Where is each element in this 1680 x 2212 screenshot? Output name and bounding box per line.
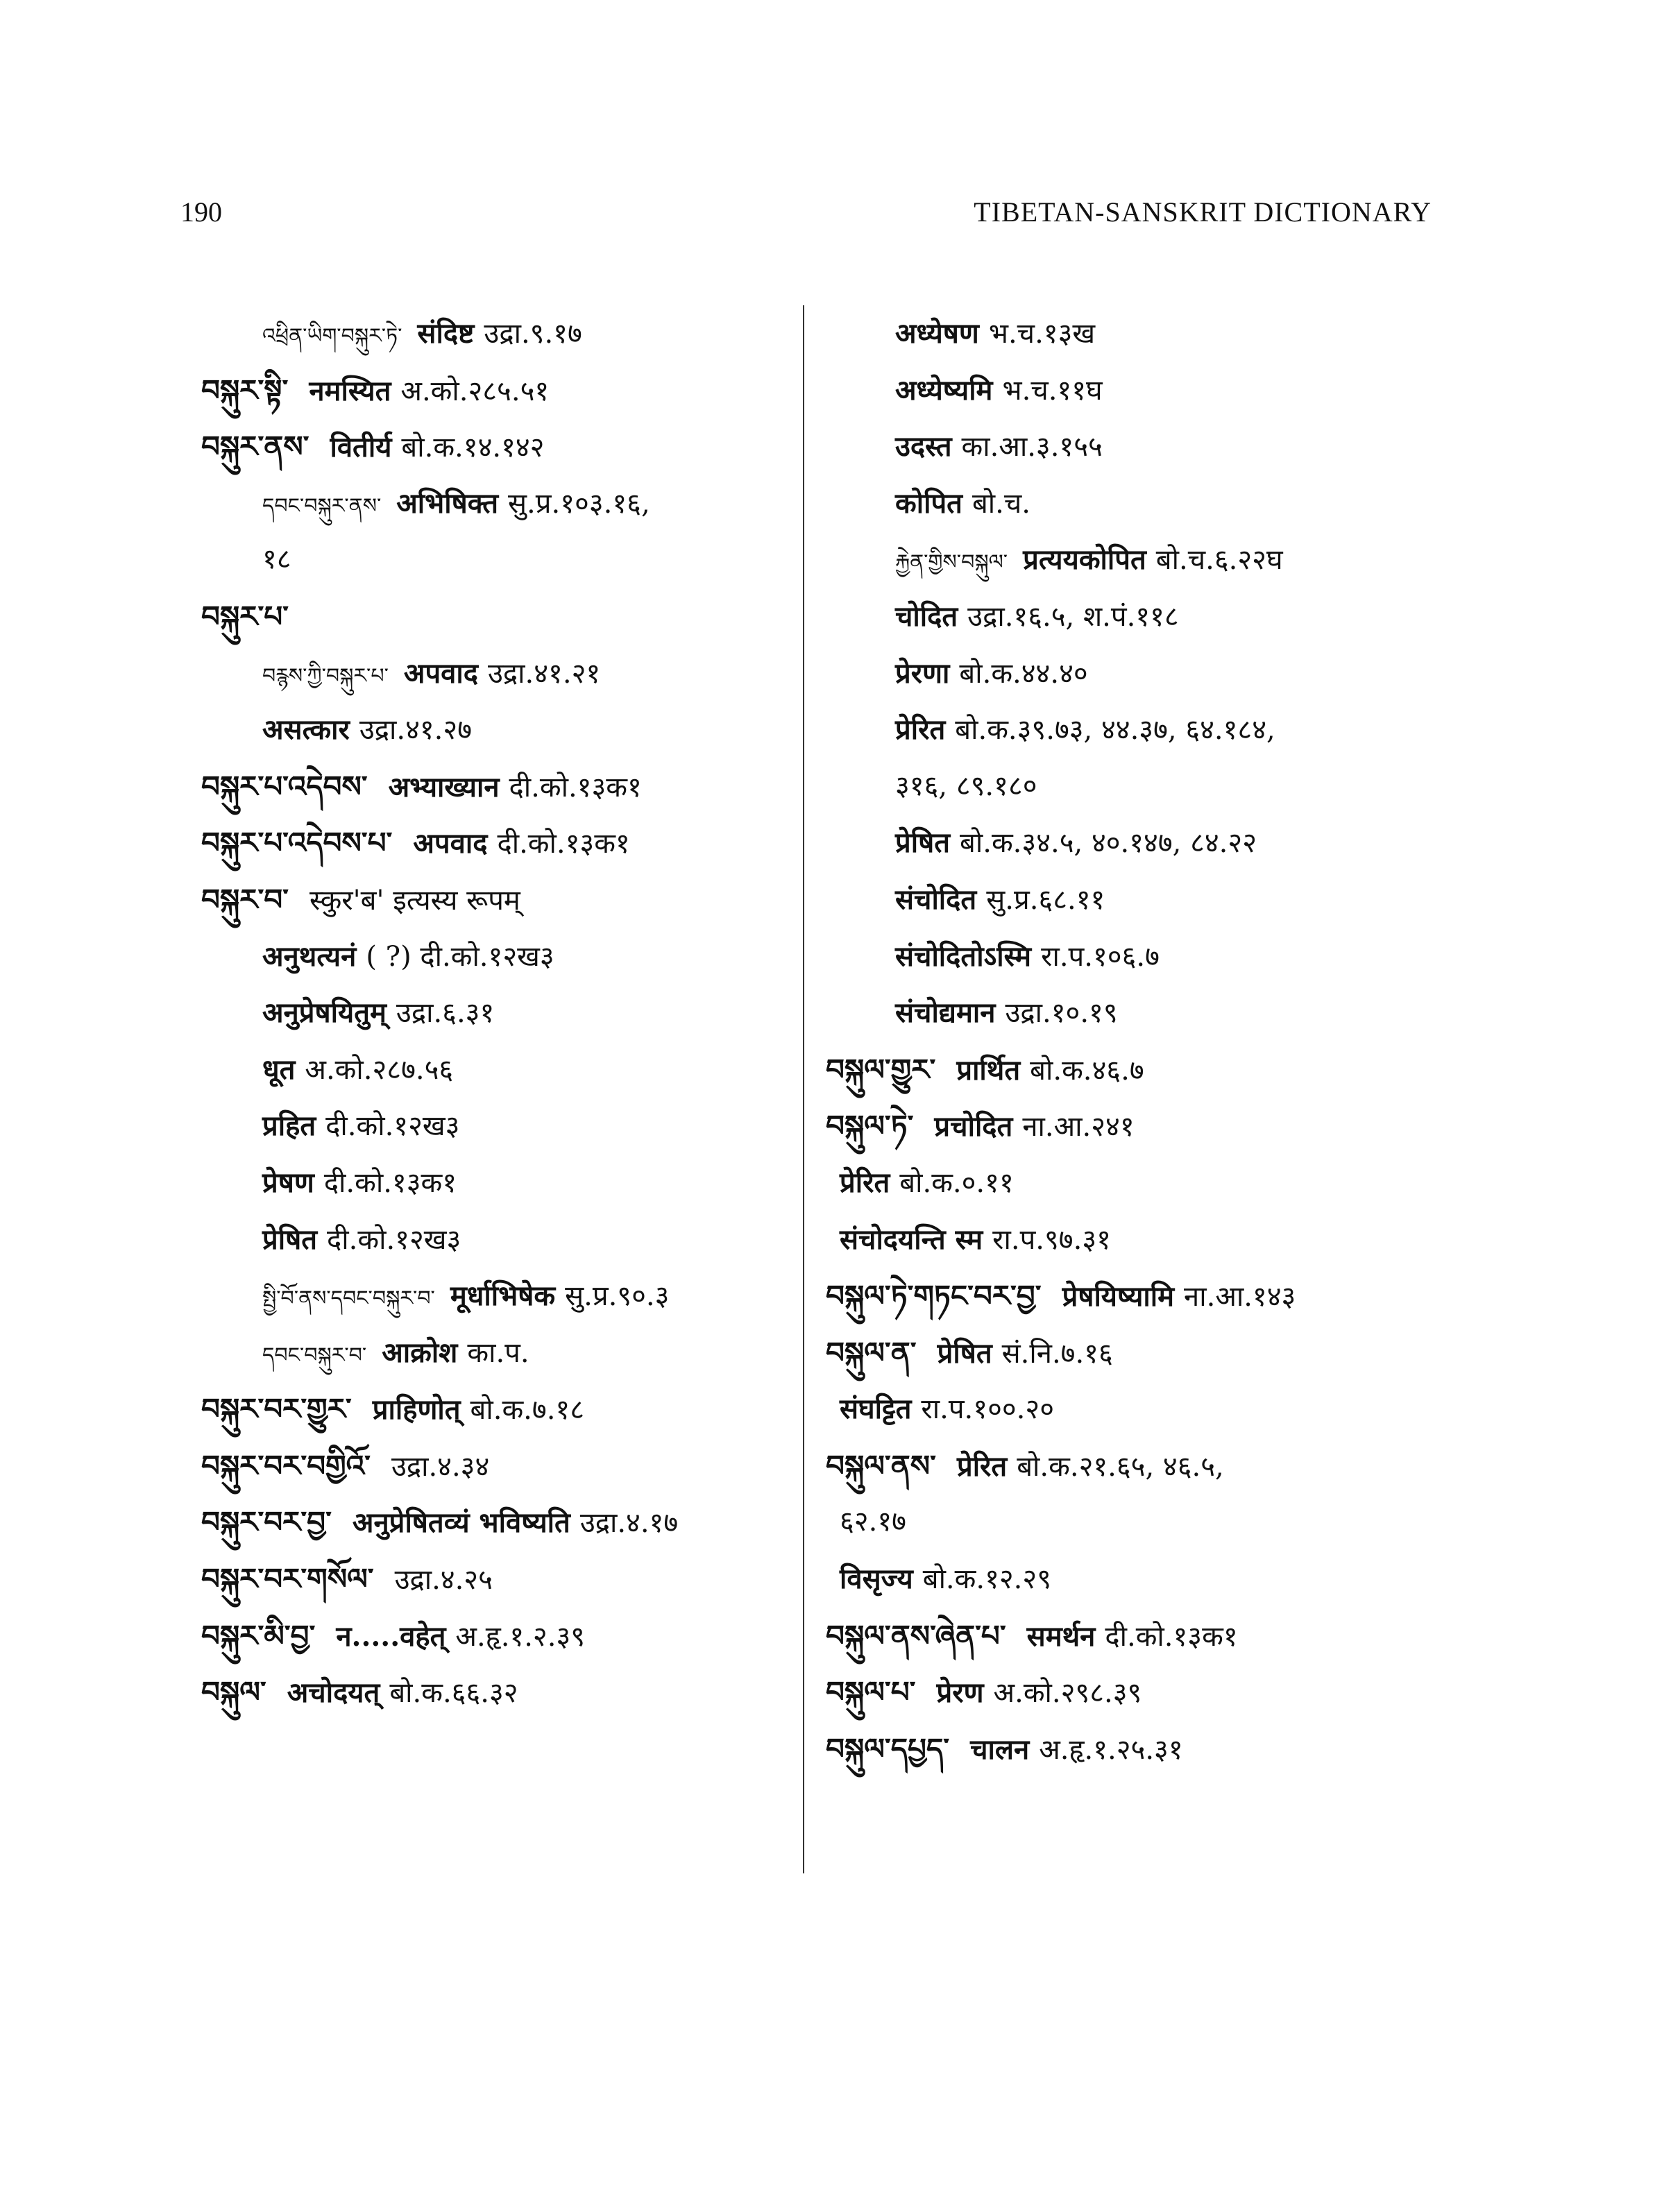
sanskrit-equivalent: अनुथत्यनं xyxy=(262,939,357,973)
source-reference: उद्रा.४१.२७ xyxy=(359,714,472,747)
tibetan-headword: བསྐུར་བར་གྱུར་ xyxy=(201,1392,352,1427)
dictionary-entry xyxy=(201,1041,798,1098)
dictionary-entry xyxy=(201,531,798,588)
dictionary-entry xyxy=(826,1608,1450,1665)
sanskrit-equivalent: प्रार्थित xyxy=(956,1053,1021,1087)
sanskrit-equivalent: अनुप्रेषयितुम् xyxy=(262,996,387,1030)
dictionary-entry xyxy=(201,305,798,362)
tibetan-headword: བསྐུར་བ་ xyxy=(201,882,289,917)
dictionary-entry xyxy=(201,1664,798,1721)
source-reference: उद्रा.१६.५, श.पं.११८ xyxy=(967,600,1179,633)
page-number: 190 xyxy=(180,196,222,228)
dictionary-entry xyxy=(201,418,798,475)
tibetan-headword: བསྐུར་བར་བགྱིའོ་ xyxy=(201,1448,371,1483)
dictionary-entry xyxy=(826,418,1450,475)
sanskrit-equivalent: प्राहिणोत् xyxy=(372,1393,461,1427)
sanskrit-equivalent: संचोदयन्ति स्म xyxy=(840,1223,983,1256)
source-reference: दी.को.१३क१ xyxy=(323,1166,457,1199)
dictionary-entry xyxy=(826,1381,1450,1438)
sanskrit-equivalent: अनुप्रेषितव्यं भविष्यति xyxy=(352,1506,570,1540)
tibetan-headword: བསྐུལ་དཔྱད་ xyxy=(826,1731,950,1766)
dictionary-entry xyxy=(201,928,798,985)
source-reference: बो.क.१२.२९ xyxy=(922,1563,1051,1596)
dictionary-entry xyxy=(826,1664,1450,1721)
sanskrit-equivalent: प्रेषित xyxy=(262,1223,318,1256)
dictionary-entry xyxy=(201,1268,798,1325)
dictionary-entry xyxy=(826,1551,1450,1608)
sanskrit-equivalent: संघट्टित xyxy=(840,1393,912,1426)
source-reference: उद्रा.९.१७ xyxy=(484,318,582,350)
left-column xyxy=(201,305,798,1721)
dictionary-entry xyxy=(826,1211,1450,1268)
tibetan-headword: བསྐུལ་ xyxy=(201,1675,266,1710)
dictionary-entry xyxy=(201,362,798,419)
sanskrit-equivalent: प्रचोदित xyxy=(934,1110,1013,1143)
sanskrit-equivalent: प्रत्ययकोपित xyxy=(1023,543,1146,577)
dictionary-entry xyxy=(201,588,798,645)
source-reference: दी.को.१३क१ xyxy=(509,771,642,803)
dictionary-entry xyxy=(826,985,1450,1041)
source-reference: बो.क.६६.३२ xyxy=(389,1677,518,1710)
sanskrit-equivalent: धूत xyxy=(262,1053,296,1086)
sanskrit-equivalent: चालन xyxy=(970,1733,1030,1766)
column-divider xyxy=(803,305,804,1873)
source-reference: बो.क.४४.४० xyxy=(959,657,1088,690)
dictionary-entry xyxy=(826,701,1450,758)
tibetan-headword: བསྐུལ་ནས་ཞེན་པ་ xyxy=(826,1618,1006,1653)
source-reference: बो.क.३९.७३, ४४.३७, ६४.१८४, xyxy=(955,714,1275,747)
tibetan-headword: བསྐུལ་པ་ xyxy=(826,1675,916,1710)
dictionary-entry xyxy=(826,1041,1450,1098)
source-reference: अ.हृ.१.२५.३१ xyxy=(1039,1733,1183,1766)
tibetan-headword: འཕྲིན་ཡིག་བསྐུར་ཏེ་ xyxy=(262,324,402,348)
source-reference: स्कुर'ब' इत्यस्य रूपम् xyxy=(309,884,520,917)
source-reference: का.प. xyxy=(467,1336,529,1369)
source-reference: ६२.१७ xyxy=(840,1506,906,1538)
source-reference: बो.क.१४.१४२ xyxy=(401,432,545,464)
tibetan-headword: བསྐུར་པ་ xyxy=(201,599,289,633)
source-reference: रा.प.१०६.७ xyxy=(1041,940,1160,973)
sanskrit-equivalent: विसृज्य xyxy=(840,1563,913,1596)
source-reference: दी.को.१२ख३ xyxy=(327,1223,461,1256)
source-reference: उद्रा.१०.१९ xyxy=(1005,997,1118,1030)
sanskrit-equivalent: प्रेषण xyxy=(262,1166,314,1199)
source-reference: बो.क.३४.५, ४०.१४७, ८४.२२ xyxy=(960,827,1257,860)
source-reference: ना.आ.२४१ xyxy=(1022,1111,1135,1143)
dictionary-entry xyxy=(826,871,1450,928)
tibetan-headword: བསྐུར་པ་འདེབས་པ་ xyxy=(201,826,393,860)
sanskrit-equivalent: प्रेरणा xyxy=(895,656,950,690)
dictionary-entry xyxy=(201,1438,798,1495)
dictionary-entry xyxy=(201,475,798,532)
dictionary-entry xyxy=(826,1325,1450,1381)
sanskrit-equivalent: अपवाद xyxy=(403,656,479,690)
source-reference: बो.च. xyxy=(971,487,1030,520)
source-reference: ना.आ.१४३ xyxy=(1184,1281,1296,1313)
source-reference: उद्रा.४१.२१ xyxy=(488,657,601,690)
dictionary-entry xyxy=(201,758,798,815)
dictionary-entry xyxy=(826,475,1450,532)
sanskrit-equivalent: प्रहित xyxy=(262,1109,316,1143)
source-reference: दी.को.१३क१ xyxy=(1105,1620,1238,1653)
dictionary-entry xyxy=(826,928,1450,985)
dictionary-entry xyxy=(826,1438,1450,1495)
dictionary-entry xyxy=(201,1381,798,1438)
dictionary-entry xyxy=(826,1494,1450,1551)
dictionary-entry xyxy=(826,531,1450,588)
source-reference: रा.प.१००.२० xyxy=(921,1393,1054,1426)
source-reference: उद्रा.४.२५ xyxy=(394,1564,493,1597)
dictionary-entry xyxy=(201,645,798,702)
source-reference: भ.च.११घ xyxy=(1002,374,1103,407)
tibetan-headword: བསྐུར་སྟི་ xyxy=(201,373,289,407)
dictionary-entry xyxy=(201,701,798,758)
tibetan-headword: སྤྱི་བོ་ནས་དབང་བསྐུར་བ་ xyxy=(262,1286,435,1311)
source-reference: दी.को.१२ख३ xyxy=(325,1110,460,1143)
dictionary-entry xyxy=(201,1098,798,1155)
source-reference: बो.क.०.११ xyxy=(899,1166,1014,1199)
tibetan-headword: བསྐུལ་ན་ xyxy=(826,1335,917,1370)
sanskrit-equivalent: अध्येष्यमि xyxy=(895,373,993,407)
dictionary-entry xyxy=(826,815,1450,871)
source-reference: अ.हृ.१.२.३९ xyxy=(455,1620,586,1653)
sanskrit-equivalent: अपवाद xyxy=(413,827,488,860)
tibetan-headword: བསྐུར་བར་བྱ་ xyxy=(201,1505,332,1540)
source-reference: सं.नि.७.१६ xyxy=(1001,1337,1113,1370)
source-reference: का.आ.३.१५५ xyxy=(961,431,1103,463)
tibetan-headword: བརྙས་ཀྱི་བསྐུར་པ་ xyxy=(262,663,389,688)
source-reference: सु.प्र.१०३.१६, xyxy=(508,487,650,520)
right-column xyxy=(826,305,1450,1777)
sanskrit-equivalent: असत्कार xyxy=(262,713,350,747)
tibetan-headword: བསྐུར་པ་འདེབས་ xyxy=(201,769,368,803)
source-reference: भ.च.१३ख xyxy=(988,318,1096,350)
dictionary-entry xyxy=(201,815,798,871)
sanskrit-equivalent: प्रेषयिष्यामि xyxy=(1062,1280,1175,1313)
sanskrit-equivalent: चोदित xyxy=(895,599,958,633)
sanskrit-equivalent: मूर्धाभिषेक xyxy=(450,1279,556,1313)
tibetan-headword: དབང་བསྐུར་ནས་ xyxy=(262,493,382,518)
dictionary-entry xyxy=(826,645,1450,702)
source-reference: सु.प्र.९०.३ xyxy=(565,1280,670,1313)
sanskrit-equivalent: नमस्यित xyxy=(309,374,391,407)
sanskrit-equivalent: अचोदयत् xyxy=(287,1676,380,1710)
dictionary-entry xyxy=(826,362,1450,419)
source-reference: बो.च.६.२२घ xyxy=(1155,544,1283,577)
tibetan-headword: བསྐུལ་ཏེ་ xyxy=(826,1109,914,1143)
sanskrit-equivalent: संदिष्ट xyxy=(417,317,475,350)
tibetan-headword: དབང་བསྐུར་བ་ xyxy=(262,1343,367,1368)
sanskrit-equivalent: समर्थन xyxy=(1026,1619,1096,1653)
dictionary-entry xyxy=(201,1494,798,1551)
dictionary-entry xyxy=(826,758,1450,815)
dictionary-entry xyxy=(826,588,1450,645)
dictionary-entry xyxy=(826,1268,1450,1325)
sanskrit-equivalent: प्रेरण xyxy=(936,1676,984,1710)
source-reference: दी.को.१३क१ xyxy=(497,828,630,860)
sanskrit-equivalent: वितीर्य xyxy=(330,431,392,464)
source-reference: उद्रा.४.३४ xyxy=(391,1450,490,1483)
tibetan-headword: བསྐུལ་གྱུར་ xyxy=(826,1052,936,1087)
tibetan-headword: བསྐུར་མི་བྱ་ xyxy=(201,1618,316,1653)
sanskrit-equivalent: प्रेरित xyxy=(895,713,946,747)
sanskrit-equivalent: आक्रोश xyxy=(382,1336,458,1369)
dictionary-entry xyxy=(826,1098,1450,1155)
source-reference: उद्रा.६.३१ xyxy=(396,997,495,1030)
tibetan-headword: བསྐུལ་ཏེ་གཏང་བར་བྱ་ xyxy=(826,1279,1042,1313)
sanskrit-equivalent: अभिषिक्त xyxy=(396,486,499,520)
dictionary-entry xyxy=(201,1155,798,1211)
source-reference: ३१६, ८९.१८० xyxy=(895,769,1037,802)
running-title: TIBETAN-SANSKRIT DICTIONARY xyxy=(974,196,1432,228)
sanskrit-equivalent: प्रेरित xyxy=(956,1449,1008,1483)
dictionary-entry xyxy=(201,1325,798,1381)
dictionary-entry xyxy=(826,305,1450,362)
source-reference: रा.प.९७.३१ xyxy=(992,1223,1111,1256)
sanskrit-equivalent: कोपित xyxy=(895,486,962,520)
sanskrit-equivalent: न.....वहेत् xyxy=(336,1619,446,1653)
sanskrit-equivalent: अध्येषण xyxy=(895,317,979,350)
tibetan-headword: བསྐུལ་ནས་ xyxy=(826,1448,936,1483)
tibetan-headword: བསྐུར་ནས་ xyxy=(201,429,309,464)
source-reference: ( ?) दी.को.१२ख३ xyxy=(366,940,554,973)
sanskrit-equivalent: प्रेरित xyxy=(840,1166,890,1199)
source-reference: १८ xyxy=(262,543,291,576)
sanskrit-equivalent: अभ्याख्यान xyxy=(388,770,500,803)
sanskrit-equivalent: प्रेषित xyxy=(895,826,951,860)
dictionary-entry xyxy=(201,871,798,928)
source-reference: अ.को.२८७.५६ xyxy=(305,1053,454,1086)
source-reference: बो.क.४६.७ xyxy=(1030,1054,1144,1087)
sanskrit-equivalent: प्रेषित xyxy=(937,1336,992,1370)
sanskrit-equivalent: संचोद्यमान xyxy=(895,996,996,1030)
sanskrit-equivalent: संचोदित xyxy=(895,883,977,916)
source-reference: अ.को.२९८.३९ xyxy=(993,1677,1142,1710)
tibetan-headword: རྐྱེན་གྱིས་བསྐུལ་ xyxy=(895,550,1008,575)
dictionary-entry xyxy=(201,985,798,1041)
dictionary-entry xyxy=(826,1721,1450,1778)
source-reference: बो.क.२१.६५, ४६.५, xyxy=(1017,1450,1224,1483)
sanskrit-equivalent: संचोदितोऽस्मि xyxy=(895,939,1032,973)
dictionary-entry xyxy=(201,1551,798,1608)
source-reference: अ.को.२८५.५१ xyxy=(400,375,550,407)
tibetan-headword: བསྐུར་བར་གསོལ་ xyxy=(201,1562,374,1597)
dictionary-entry xyxy=(826,1155,1450,1211)
sanskrit-equivalent: उदस्त xyxy=(895,430,952,463)
source-reference: सु.प्र.६८.११ xyxy=(986,883,1105,916)
dictionary-entry xyxy=(201,1608,798,1665)
dictionary-entry xyxy=(201,1211,798,1268)
source-reference: बो.क.७.१८ xyxy=(470,1394,585,1427)
source-reference: उद्रा.४.१७ xyxy=(579,1507,679,1540)
